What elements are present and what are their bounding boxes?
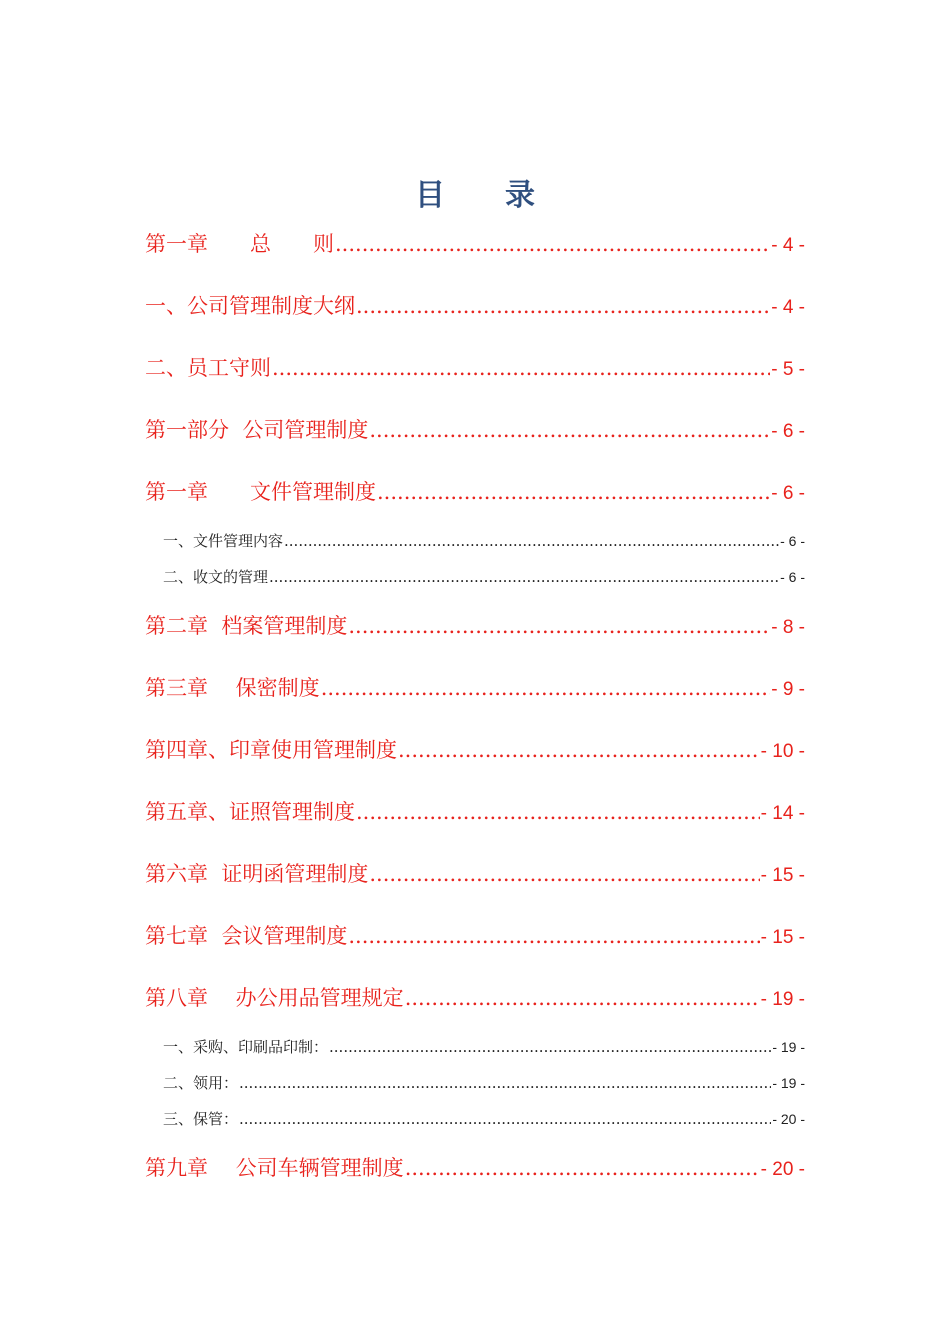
toc-page-number: - 4 - bbox=[771, 235, 805, 256]
toc-entry-label: 第六章 证明函管理制度 bbox=[145, 862, 369, 886]
toc-page-number: - 20 - bbox=[772, 1111, 805, 1127]
toc-entry[interactable] bbox=[145, 1072, 805, 1092]
toc-page-number: - 6 - bbox=[771, 483, 805, 504]
toc-dot-leader bbox=[405, 1156, 760, 1180]
toc-dot-leader bbox=[398, 738, 760, 762]
toc-entry[interactable] bbox=[145, 858, 805, 888]
toc-page-number: - 5 - bbox=[771, 359, 805, 380]
toc-page-number: - 15 - bbox=[760, 927, 805, 948]
toc-dot-leader bbox=[269, 568, 779, 586]
toc-page-number: - 19 - bbox=[772, 1075, 805, 1091]
toc-entry-label: 一、文件管理内容 bbox=[163, 532, 284, 550]
toc-dot-leader bbox=[369, 418, 770, 442]
toc-entry[interactable] bbox=[145, 228, 805, 258]
toc-entry[interactable] bbox=[145, 734, 805, 764]
toc-entry[interactable] bbox=[145, 1036, 805, 1056]
toc-page-number: - 20 - bbox=[760, 1159, 805, 1180]
toc-entry-label: 第四章、印章使用管理制度 bbox=[145, 738, 397, 762]
toc-dot-leader bbox=[329, 1038, 771, 1056]
toc-entry[interactable] bbox=[145, 352, 805, 382]
toc-entry-label: 二、收文的管理 bbox=[163, 568, 269, 586]
toc-entry-label: 第九章 公司车辆管理制度 bbox=[145, 1156, 404, 1180]
toc-page-number: - 4 - bbox=[771, 297, 805, 318]
toc-entry-label: 二、领用： bbox=[163, 1074, 239, 1092]
toc-page-number: - 19 - bbox=[760, 989, 805, 1010]
toc-page-number: - 19 - bbox=[772, 1039, 805, 1055]
toc-entry[interactable] bbox=[145, 414, 805, 444]
toc-dot-leader bbox=[284, 532, 779, 550]
toc-page-number: - 9 - bbox=[771, 679, 805, 700]
toc-entry[interactable] bbox=[145, 610, 805, 640]
toc-dot-leader bbox=[356, 294, 770, 318]
toc-entry[interactable] bbox=[145, 566, 805, 586]
toc-entry-label: 二、员工守则 bbox=[145, 356, 271, 380]
toc-entry-label: 第三章 保密制度 bbox=[145, 676, 320, 700]
toc-entry[interactable] bbox=[145, 796, 805, 826]
toc-page-number: - 10 - bbox=[760, 741, 805, 762]
toc-dot-leader bbox=[348, 614, 770, 638]
toc-entry[interactable] bbox=[145, 290, 805, 320]
toc-entry[interactable] bbox=[145, 982, 805, 1012]
toc-entry-label: 第一部分 公司管理制度 bbox=[145, 418, 369, 442]
toc-page-number: - 6 - bbox=[780, 533, 805, 549]
page-title: 目 录 bbox=[415, 178, 535, 213]
toc-dot-leader bbox=[335, 232, 770, 256]
toc-entry-label: 第八章 办公用品管理规定 bbox=[145, 986, 404, 1010]
toc-page-number: - 6 - bbox=[771, 421, 805, 442]
toc-dot-leader bbox=[239, 1110, 771, 1128]
toc-dot-leader bbox=[405, 986, 760, 1010]
toc-entry-label: 一、公司管理制度大纲 bbox=[145, 294, 355, 318]
toc-entry[interactable] bbox=[145, 1108, 805, 1128]
toc-entry-label: 第二章 档案管理制度 bbox=[145, 614, 348, 638]
toc-entry-label: 第七章 会议管理制度 bbox=[145, 924, 348, 948]
toc-entry-label: 三、保管： bbox=[163, 1110, 239, 1128]
toc-dot-leader bbox=[356, 800, 760, 824]
toc-entry[interactable] bbox=[145, 1152, 805, 1182]
toc-entry[interactable] bbox=[145, 530, 805, 550]
toc-entry-label: 一、采购、印刷品印制： bbox=[163, 1038, 329, 1056]
toc-dot-leader bbox=[348, 924, 759, 948]
toc-page-number: - 8 - bbox=[771, 617, 805, 638]
toc-entry[interactable] bbox=[145, 672, 805, 702]
toc-entry-label: 第五章、证照管理制度 bbox=[145, 800, 355, 824]
toc-dot-leader bbox=[369, 862, 759, 886]
toc-page-number: - 6 - bbox=[780, 569, 805, 585]
toc-entry-label: 第一章 总 则 bbox=[145, 232, 334, 256]
toc-entry[interactable] bbox=[145, 476, 805, 506]
toc-page-number: - 14 - bbox=[760, 803, 805, 824]
toc-dot-leader bbox=[321, 676, 771, 700]
toc-page-number: - 15 - bbox=[760, 865, 805, 886]
toc-entry[interactable] bbox=[145, 920, 805, 950]
toc-dot-leader bbox=[272, 356, 770, 380]
toc-dot-leader bbox=[239, 1074, 771, 1092]
toc-entry-label: 第一章 文件管理制度 bbox=[145, 480, 376, 504]
toc-dot-leader bbox=[377, 480, 770, 504]
